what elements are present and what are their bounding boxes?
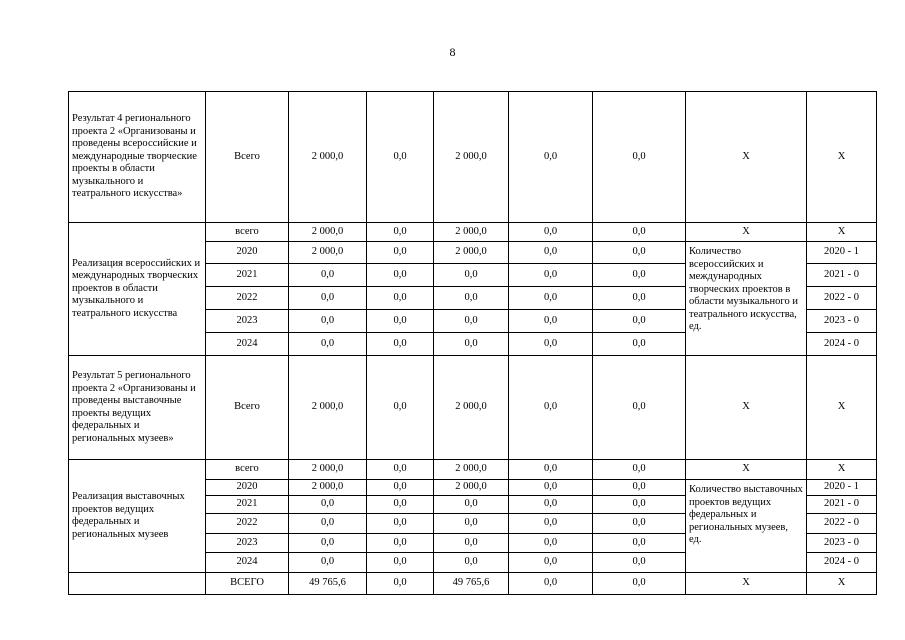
indicator-value-cell: 2021 - 0	[807, 264, 877, 287]
value-cell: 0,0	[509, 496, 593, 514]
value-cell: 0,0	[593, 514, 686, 534]
value-cell: 0,0	[593, 356, 686, 460]
grand-total-label	[69, 573, 206, 595]
value-cell: 0,0	[509, 460, 593, 480]
indicator-value-cell: Х	[807, 356, 877, 460]
value-cell: 2 000,0	[434, 460, 509, 480]
value-cell: 0,0	[509, 310, 593, 333]
value-cell: 0,0	[434, 287, 509, 310]
value-cell: 0,0	[434, 496, 509, 514]
indicator-value-cell: 2023 - 0	[807, 534, 877, 553]
budget-table	[68, 91, 877, 595]
indicator-value-cell: 2022 - 0	[807, 514, 877, 534]
value-cell: 0,0	[593, 480, 686, 496]
value-cell: 0,0	[593, 553, 686, 573]
value-cell: 0,0	[289, 264, 367, 287]
page-number: 8	[449, 45, 456, 59]
value-cell: 0,0	[434, 514, 509, 534]
value-cell: 0,0	[593, 534, 686, 553]
value-cell: 0,0	[593, 460, 686, 480]
activity5-label: Реализация выставочных проектов ведущих федеральных и региональных музеев	[69, 460, 206, 573]
period-cell: 2020	[206, 480, 289, 496]
value-cell: 0,0	[593, 496, 686, 514]
value-cell: 0,0	[367, 264, 434, 287]
result5-label: Результат 5 регионального проекта 2 «Организованы и проведены выставочные проекты ведущих федеральных и региональных музеев»	[69, 356, 206, 460]
indicator-value-cell: Х	[807, 92, 877, 223]
period-cell: 2022	[206, 514, 289, 534]
value-cell: 0,0	[434, 333, 509, 356]
value-cell: 0,0	[509, 553, 593, 573]
value-cell: 0,0	[593, 92, 686, 223]
value-cell: 0,0	[367, 480, 434, 496]
value-cell: 0,0	[434, 264, 509, 287]
indicator-cell: Х	[686, 92, 807, 223]
value-cell: 0,0	[593, 573, 686, 595]
value-cell: 0,0	[509, 573, 593, 595]
value-cell: 0,0	[367, 460, 434, 480]
value-cell: 0,0	[367, 496, 434, 514]
value-cell: 0,0	[367, 310, 434, 333]
value-cell: 0,0	[367, 356, 434, 460]
value-cell: 0,0	[593, 287, 686, 310]
value-cell: 0,0	[593, 242, 686, 264]
period-cell: 2020	[206, 242, 289, 264]
indicator-cell: Х	[686, 356, 807, 460]
value-cell: 0,0	[509, 356, 593, 460]
indicator-value-cell: Х	[807, 573, 877, 595]
value-cell: 0,0	[509, 264, 593, 287]
value-cell: 2 000,0	[289, 223, 367, 242]
value-cell: 0,0	[434, 310, 509, 333]
indicator-value-cell: Х	[807, 223, 877, 242]
indicator-cell: Х	[686, 460, 807, 480]
value-cell: 2 000,0	[434, 480, 509, 496]
value-cell: 0,0	[367, 514, 434, 534]
value-cell: 49 765,6	[289, 573, 367, 595]
indicator-value-cell: 2021 - 0	[807, 496, 877, 514]
activity5-indicator: Количество выставочных проектов ведущих федеральных и региональных музеев, ед.	[686, 480, 807, 573]
indicator-cell: Х	[686, 573, 807, 595]
result5-row	[69, 356, 877, 460]
value-cell: 0,0	[509, 514, 593, 534]
indicator-value-cell: 2020 - 1	[807, 242, 877, 264]
activity4-indicator: Количество всероссийских и международных творческих проектов в области музыкального и театрального искусства, ед.	[686, 242, 807, 356]
value-cell: 0,0	[289, 514, 367, 534]
indicator-value-cell: Х	[807, 460, 877, 480]
period-cell: 2023	[206, 310, 289, 333]
value-cell: 0,0	[367, 92, 434, 223]
value-cell: 0,0	[434, 534, 509, 553]
period-cell: Всего	[206, 356, 289, 460]
period-cell: всего	[206, 223, 289, 242]
indicator-value-cell: 2024 - 0	[807, 553, 877, 573]
period-cell: 2024	[206, 553, 289, 573]
period-cell: 2023	[206, 534, 289, 553]
result4-row	[69, 92, 877, 223]
value-cell: 0,0	[367, 573, 434, 595]
value-cell: 2 000,0	[289, 460, 367, 480]
value-cell: 2 000,0	[289, 480, 367, 496]
value-cell: 0,0	[289, 310, 367, 333]
value-cell: 0,0	[593, 223, 686, 242]
value-cell: 0,0	[367, 333, 434, 356]
period-cell: 2024	[206, 333, 289, 356]
value-cell: 0,0	[509, 480, 593, 496]
value-cell: 0,0	[593, 310, 686, 333]
value-cell: 0,0	[367, 223, 434, 242]
result4-label: Результат 4 регионального проекта 2 «Организованы и проведены всероссийские и международные творческие проекты в области музыкального и театрального искусства»	[69, 92, 206, 223]
value-cell: 0,0	[289, 333, 367, 356]
value-cell: 2 000,0	[289, 92, 367, 223]
value-cell: 0,0	[593, 264, 686, 287]
value-cell: 49 765,6	[434, 573, 509, 595]
value-cell: 2 000,0	[434, 242, 509, 264]
period-cell: 2022	[206, 287, 289, 310]
period-cell: всего	[206, 460, 289, 480]
indicator-value-cell: 2022 - 0	[807, 287, 877, 310]
period-cell: ВСЕГО	[206, 573, 289, 595]
period-cell: Всего	[206, 92, 289, 223]
value-cell: 0,0	[509, 242, 593, 264]
indicator-value-cell: 2023 - 0	[807, 310, 877, 333]
value-cell: 2 000,0	[289, 356, 367, 460]
indicator-cell: Х	[686, 223, 807, 242]
indicator-value-cell: 2024 - 0	[807, 333, 877, 356]
value-cell: 0,0	[509, 534, 593, 553]
value-cell: 0,0	[367, 287, 434, 310]
activity4-total-row	[69, 223, 877, 242]
activity5-total-row	[69, 460, 877, 480]
value-cell: 2 000,0	[434, 223, 509, 242]
value-cell: 0,0	[367, 534, 434, 553]
value-cell: 2 000,0	[434, 356, 509, 460]
value-cell: 0,0	[509, 333, 593, 356]
period-cell: 2021	[206, 496, 289, 514]
value-cell: 2 000,0	[434, 92, 509, 223]
value-cell: 0,0	[367, 553, 434, 573]
value-cell: 0,0	[289, 287, 367, 310]
value-cell: 0,0	[289, 496, 367, 514]
period-cell: 2021	[206, 264, 289, 287]
value-cell: 2 000,0	[289, 242, 367, 264]
value-cell: 0,0	[367, 242, 434, 264]
activity4-label: Реализация всероссийских и международных творческих проектов в области музыкального и театрального искусства	[69, 223, 206, 356]
value-cell: 0,0	[509, 287, 593, 310]
indicator-value-cell: 2020 - 1	[807, 480, 877, 496]
grand-total-row	[69, 573, 877, 595]
value-cell: 0,0	[289, 553, 367, 573]
value-cell: 0,0	[289, 534, 367, 553]
value-cell: 0,0	[593, 333, 686, 356]
value-cell: 0,0	[509, 223, 593, 242]
value-cell: 0,0	[434, 553, 509, 573]
value-cell: 0,0	[509, 92, 593, 223]
